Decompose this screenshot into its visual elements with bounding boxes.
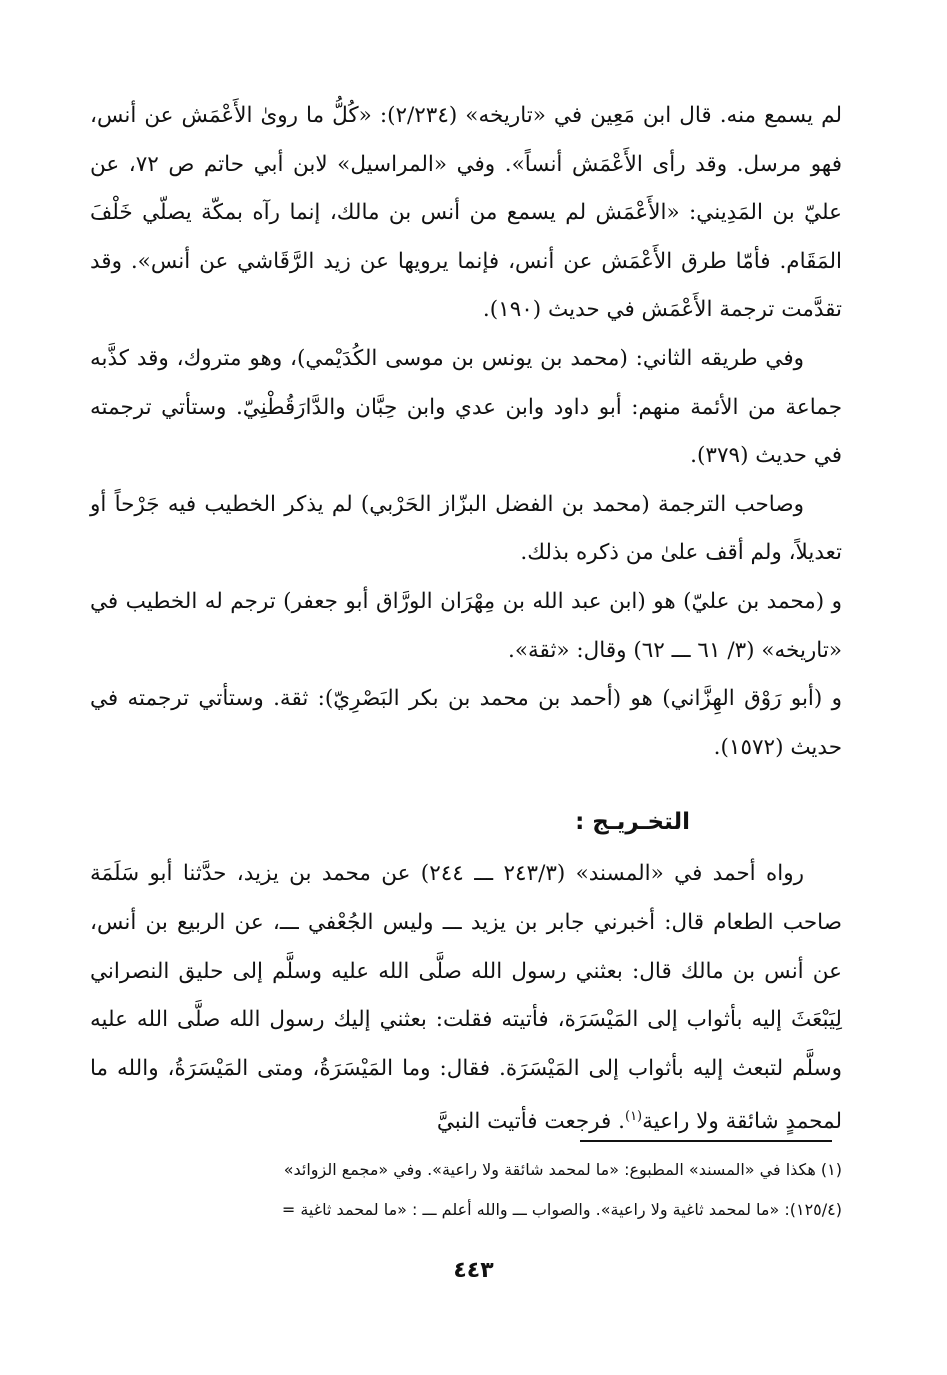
- commentary-section: [90, 92, 842, 772]
- takhrij-section: [90, 850, 842, 1147]
- takhrij-text-continued: . فرجعت فأتيت النبيَّ: [436, 1109, 625, 1135]
- paragraph-warraq: و (محمد بن عليّ) هو (ابن عبد الله بن مِهْرَان الورَّاق أبو جعفر) ترجم له الخطيب في «تاريخه» (٣/ ٦١ ـــ ٦٢) وقال: «ثقة».: [90, 588, 842, 663]
- footnotes: [82, 1150, 842, 1230]
- page-body: [90, 92, 842, 1147]
- paragraph-harbi: وصاحب الترجمة (محمد بن الفضل البزّاز الحَرْبي) لم يذكر الخطيب فيه جَرْحاً أو تعديلاً، ولم أقف علىٰ من ذكره بذلك.: [90, 491, 842, 566]
- page-number: ٤٤٣: [453, 1258, 494, 1283]
- footnote-line: (١) هكذا في «المسند» المطبوع: «ما لمحمد شائقة ولا راعية». وفي «مجمع الزوائد»: [283, 1160, 842, 1179]
- footnote-marker[interactable]: (١): [624, 1109, 643, 1125]
- footnote-divider: [580, 1140, 832, 1142]
- footnote-line: (١٢٥/٤): «ما لمحمد ثاغية ولا راعية». والصواب ـــ والله أعلم ـــ : «ما لمحمد ثاغية =: [281, 1200, 842, 1219]
- paragraph-hizzani: و (أبو رَوْق الهِزَّاني) هو (أحمد بن محمد بن بكر البَصْرِيّ): ثقة. وستأتي ترجمته في حديث (١٥٧٢).: [90, 686, 842, 760]
- paragraph-kudaimi: وفي طريقه الثاني: (محمد بن يونس بن موسى الكُدَيْمي)، وهو متروك، وقد كذَّبه جماعة من الأئمة منهم: أبو داود وابن عدي وابن حِبَّان والدَّارَقُطْنِيّ. وستأتي ترجمته في حديث (٣٧٩).: [90, 345, 842, 469]
- paragraph-amash: لم يسمع منه. قال ابن مَعِين في «تاريخه» (٢/٢٣٤): «كُلُّ ما روىٰ الأَعْمَش عن أنس، فهو مرسل. وقد رأى الأَعْمَش أنساً». وفي «المراسيل» لابن أبي حاتم ص ٧٢، عن عليّ بن المَدِيني: «الأَعْمَش لم يسمع من أنس بن مالك، إنما رآه بمكّة يصلّي خَلْفَ المَقَام. فأمّا طرق الأَعْمَش عن أنس، فإنما يرويها عن زيد الرَّقَاشي عن أنس». وقد تقدَّمت ترجمة الأَعْمَش في حديث (١٩٠).: [90, 103, 842, 323]
- paragraph-takhrij: [90, 850, 842, 1147]
- section-title-takhrij: التخـريـج :: [575, 809, 690, 836]
- takhrij-text: رواه أحمد في «المسند» (٢٤٣/٣ ـــ ٢٤٤) عن محمد بن يزيد، حدَّثنا أبو سَلَمَة صاحب الطعام قال: أخبرني جابر بن يزيد ـــ وليس الجُعْفي ـــ، عن الربيع بن أنس، عن أنس بن مالك قال: بعثني رسول الله صلَّى الله عليه وسلَّم إلى حليق النصراني لِيَبْعَثَ إليه بأثواب إلى المَيْسَرَة، فأتيته فقلت: بعثني إليك رسول الله صلَّى الله عليه وسلَّم لتبعث إليه بأثواب إلى المَيْسَرَة. فقال: وما المَيْسَرَةُ، ومتى المَيْسَرَةُ، والله ما لمحمدٍ شائقة ولا راعية: [90, 861, 842, 1135]
